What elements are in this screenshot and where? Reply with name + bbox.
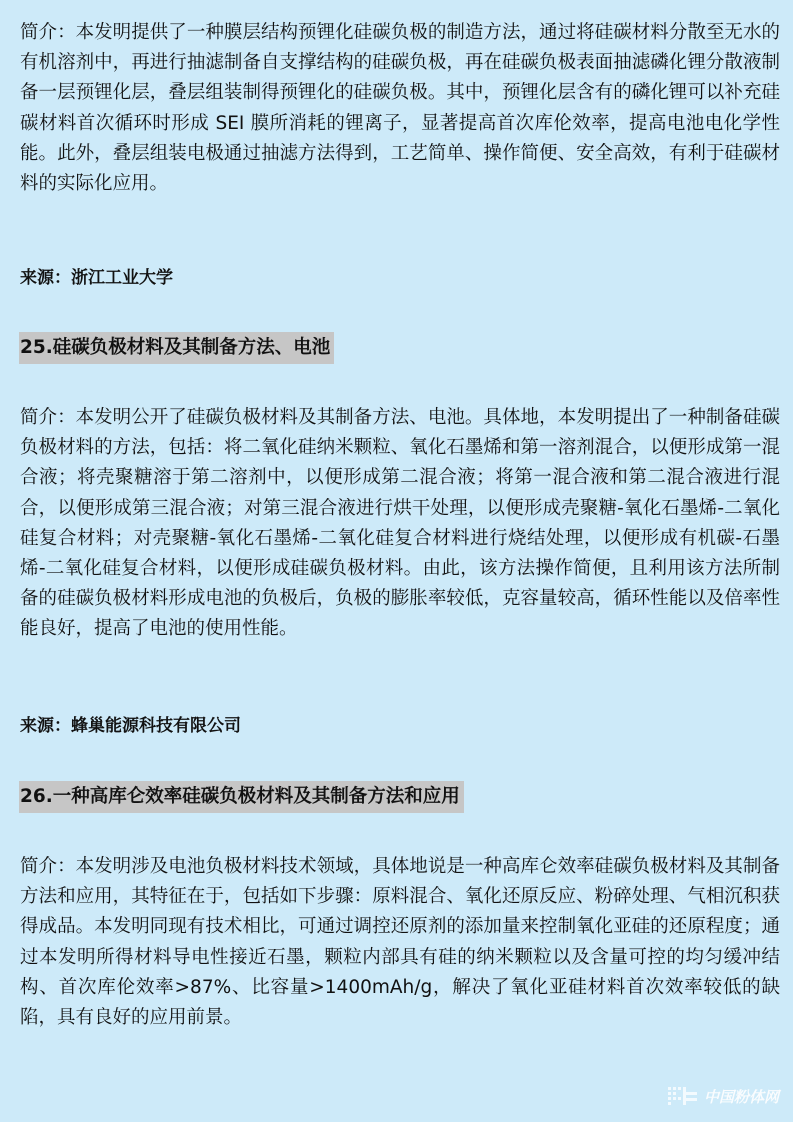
source-line-24: 来源：浙江工业大学 (20, 268, 173, 288)
section-heading-25: 25.硅碳负极材料及其制备方法、电池 (19, 332, 334, 364)
section-heading-26: 26.一种高库仑效率硅碳负极材料及其制备方法和应用 (19, 781, 464, 813)
watermark (666, 1084, 779, 1108)
intro-paragraph-25: 简介：本发明公开了硅碳负极材料及其制备方法、电池。具体地，本发明提出了一种制备硅碳负极材料的方法，包括：将二氧化硅纳米颗粒、氧化石墨烯和第一溶剂混合，以便形成第一混合液；将壳聚糖溶于第二溶剂中，以便形成第二混合液；将第一混合液和第二混合液进行混合，以便形成第三混合液；对第三混合液进行烘干处理，以便形成壳聚糖-氧化石墨烯-二氧化硅复合材料；对壳聚糖-氧化石墨烯-二氧化硅复合材料进行烧结处理，以便形成有机碳-石墨烯-二氧化硅复合材料，以便形成硅碳负极材料。由此，该方法操作简便，且利用该方法所制备的硅碳负极材料形成电池的负极后，负极的膨胀率较低，克容量较高，循环性能以及倍率性能良好，提高了电池的使用性能。 (20, 407, 780, 640)
intro-paragraph-24: 简介：本发明提供了一种膜层结构预锂化硅碳负极的制造方法，通过将硅碳材料分散至无水的有机溶剂中，再进行抽滤制备自支撑结构的硅碳负极，再在硅碳负极表面抽滤磷化锂分散液制备一层预锂化层，叠层组装制得预锂化的硅碳负极。其中，预锂化层含有的磷化锂可以补充硅碳材料首次循环时形成 SEI 膜所消耗的锂离子，显著提高首次库伦效率，提高电池电化学性能。此外，叠层组装电极通过抽滤方法得到，工艺简单、操作简便、安全高效，有利于硅碳材料的实际化应用。 (20, 22, 780, 195)
watermark-text: 中国粉体网 (703, 1087, 779, 1106)
intro-paragraph-26: 简介：本发明涉及电池负极材料技术领域，具体地说是一种高库仑效率硅碳负极材料及其制备方法和应用，其特征在于，包括如下步骤：原料混合、氧化还原反应、粉碎处理、气相沉积获得成品。本发明同现有技术相比，可通过调控还原剂的添加量来控制氧化亚硅的还原程度；通过本发明所得材料导电性接近石墨，颗粒内部具有硅的纳米颗粒以及含量可控的均匀缓冲结构、首次库伦效率>87%、比容量>1400mAh/g，解决了氧化亚硅材料首次效率较低的缺陷，具有良好的应用前景。 (20, 856, 780, 1029)
source-line-25: 来源：蜂巢能源科技有限公司 (20, 716, 241, 736)
powder-network-logo-icon (666, 1084, 700, 1108)
